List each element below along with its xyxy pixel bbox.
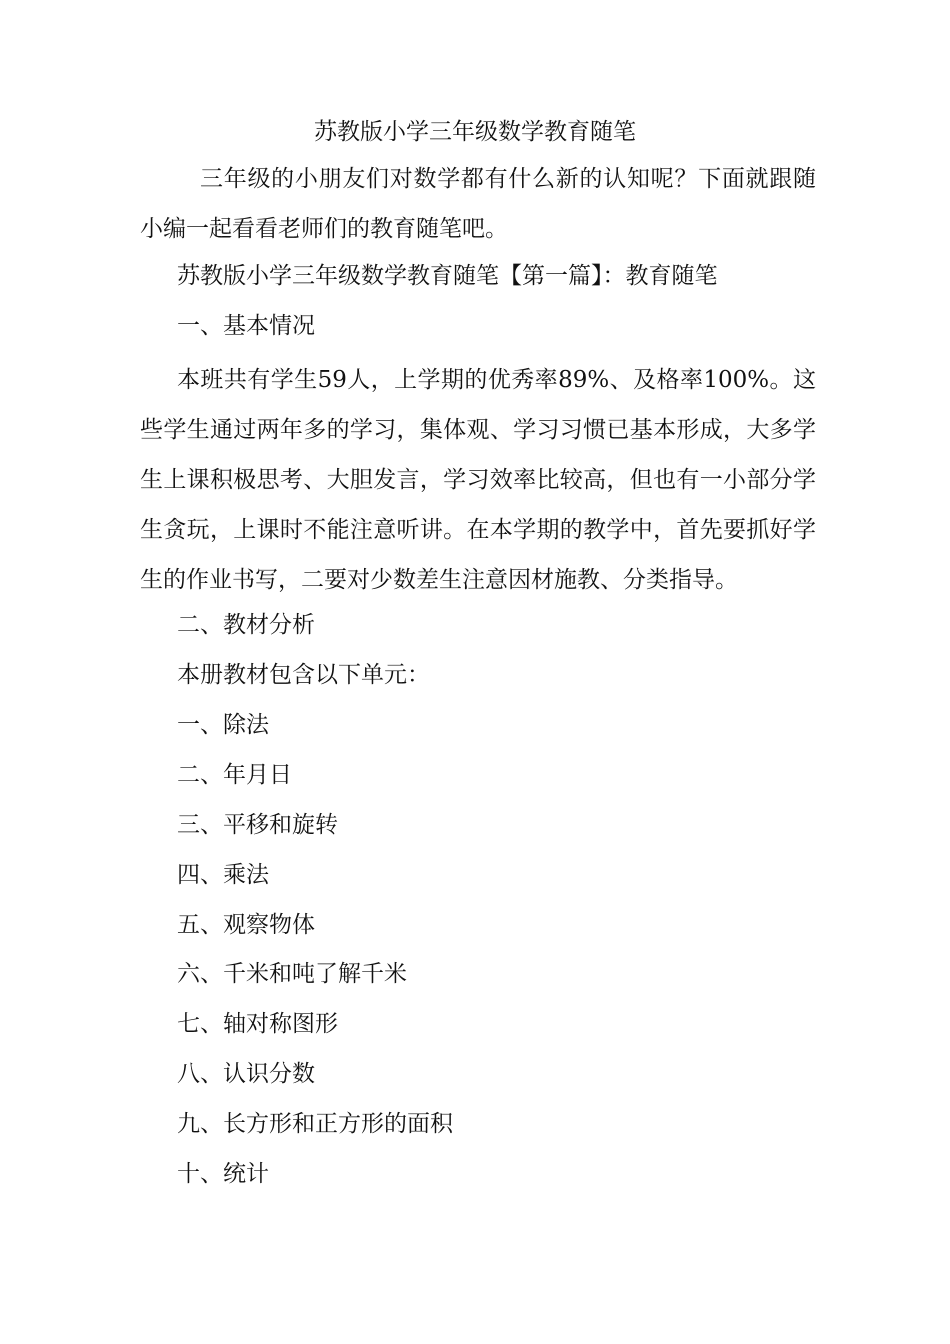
unit-item: 五、观察物体 xyxy=(177,912,315,938)
unit-item: 八、认识分数 xyxy=(177,1061,315,1087)
unit-item: 二、年月日 xyxy=(177,762,292,788)
unit-item: 九、长方形和正方形的面积 xyxy=(177,1111,453,1137)
unit-item: 六、千米和吨了解千米 xyxy=(177,961,407,987)
unit-item: 四、乘法 xyxy=(177,862,269,888)
unit-item: 十、统计 xyxy=(177,1161,269,1187)
units-intro: 本册教材包含以下单元： xyxy=(177,662,430,688)
heading-basic-situation: 一、基本情况 xyxy=(177,313,315,339)
section-heading: 苏教版小学三年级数学教育随笔【第一篇】：教育随笔 xyxy=(177,263,718,289)
intro-paragraph: 三年级的小朋友们对数学都有什么新的认知呢？下面就跟随小编一起看看老师们的教育随笔吧。 xyxy=(140,166,816,242)
basic-situation-paragraph: 本班共有学生59人，上学期的优秀率89%、及格率100%。这些学生通过两年多的学习，集体观、学习习惯已基本形成，大多学生上课积极思考、大胆发言，学习效率比较高，但也有一小部分学生贪玩，上课时不能注意听讲。在本学期的教学中，首先要抓好学生的作业书写，二要对少数差生注意因材施教、分类指导。 xyxy=(140,367,816,593)
unit-item: 一、除法 xyxy=(177,712,269,738)
unit-item: 三、平移和旋转 xyxy=(177,812,338,838)
unit-item: 七、轴对称图形 xyxy=(177,1011,338,1037)
document-title: 苏教版小学三年级数学教育随笔 xyxy=(314,119,636,145)
heading-textbook-analysis: 二、教材分析 xyxy=(177,612,315,638)
